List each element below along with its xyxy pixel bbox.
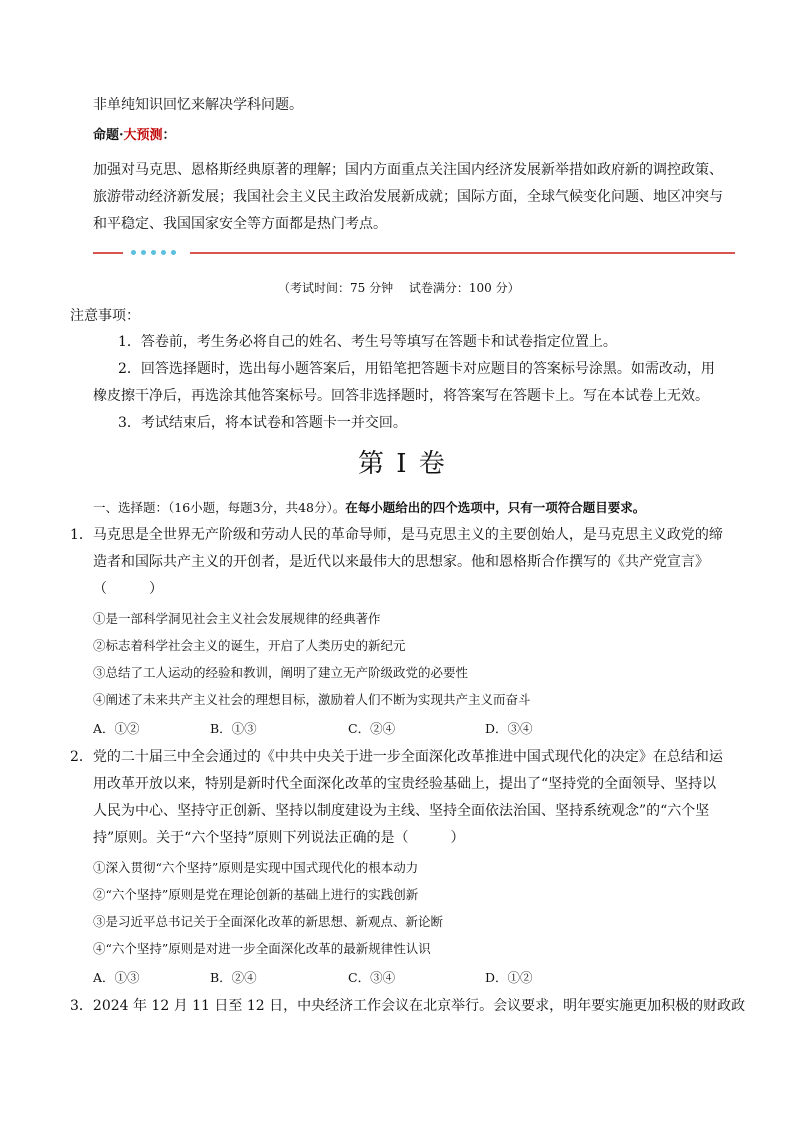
question-2-choice-c[interactable]: C．③④ xyxy=(348,970,396,985)
intro-line: 非单纯知识回忆来解决学科问题。 xyxy=(93,97,303,113)
question-1-statement-4: ④阐述了未来共产主义社会的理想目标，激励着人们不断为实现共产主义而奋斗 xyxy=(93,692,531,707)
question-2-line-2: 用改革开放以来，特别是新时代全面深化改革的宝贵经验基础上，提出了“坚持党的全面领导、坚持以 xyxy=(93,776,717,792)
section-instruction xyxy=(93,498,645,516)
divider-right xyxy=(190,252,735,254)
prediction-label-prefix: 命题· xyxy=(93,128,124,143)
divider-dot xyxy=(141,250,146,255)
notes-line-1: 1．答卷前，考生务必将自己的姓名、考生号等填写在答题卡和试卷指定位置上。 xyxy=(118,334,617,350)
section-instruction-part2: 在每小题给出的四个选项中，只有一项符合题目要求。 xyxy=(345,500,646,515)
question-2-statement-2: ②“六个坚持”原则是党在理论创新的基础上进行的实践创新 xyxy=(93,887,419,902)
question-1-statement-2: ②标志着科学社会主义的诞生，开启了人类历史的新纪元 xyxy=(93,638,406,653)
divider-dot xyxy=(161,250,166,255)
question-2-choice-a[interactable]: A．①③ xyxy=(93,970,140,985)
question-1-choice-a[interactable]: A．①② xyxy=(93,721,140,736)
notes-line-3: 橡皮擦干净后，再选涂其他答案标号。回答非选择题时，将答案写在答题卡上。写在本试卷上无效。 xyxy=(93,388,709,404)
question-1-statement-1: ①是一部科学洞见社会主义社会发展规律的经典著作 xyxy=(93,611,381,626)
question-2-statement-4: ④“六个坚持”原则是对进一步全面深化改革的最新规律性认识 xyxy=(93,941,431,956)
prediction-label-suffix: ： xyxy=(162,128,176,143)
question-3-line-1: 3．2024 年 12 月 11 日至 12 日，中央经济工作会议在北京举行。会议要求，明年要实施更加积极的财政政 xyxy=(70,998,746,1014)
notes-title: 注意事项： xyxy=(70,308,140,324)
question-2-statement-1: ①深入贯彻“六个坚持”原则是实现中国式现代化的根本动力 xyxy=(93,860,419,875)
notes-line-2: 2．回答选择题时，选出每小题答案后，用铅笔把答题卡对应题目的答案标号涂黑。如需改动，用 xyxy=(118,361,715,377)
divider-left xyxy=(93,252,123,254)
prediction-line-2: 旅游带动经济新发展；我国社会主义民主政治发展新成就；国际方面，全球气候变化问题、地区冲突与 xyxy=(93,189,723,205)
divider-dot xyxy=(171,250,176,255)
question-2-line-3: 人民为中心、坚持守正创新、坚持以制度建设为主线、坚持全面依法治国、坚持系统观念”的“六个坚 xyxy=(93,803,710,819)
divider-dot xyxy=(151,250,156,255)
exam-info: （考试时间：75 分钟 试卷满分：100 分） xyxy=(278,281,520,295)
question-1-choice-c[interactable]: C．②④ xyxy=(348,721,396,736)
question-1-choice-b[interactable]: B．①③ xyxy=(210,721,257,736)
divider-dots xyxy=(131,250,176,255)
prediction-label xyxy=(93,126,176,146)
question-1-line-1: 1．马克思是全世界无产阶级和劳动人民的革命导师，是马克思主义的主要创始人，是马克思主义政党的缔 xyxy=(70,527,723,543)
prediction-label-highlight: 大预测 xyxy=(123,128,163,143)
question-2-line-4: 持”原则。关于“六个坚持”原则下列说法正确的是（ ） xyxy=(93,830,465,846)
question-1-line-2: 造者和国际共产主义的开创者，是近代以来最伟大的思想家。他和恩格斯合作撰写的《共产党宣言》 xyxy=(93,554,709,570)
question-2-choice-b[interactable]: B．②④ xyxy=(210,970,257,985)
question-1-blank: （ ） xyxy=(93,581,163,597)
notes-line-4: 3．考试结束后，将本试卷和答题卡一并交回。 xyxy=(118,415,407,431)
section-instruction-part1: 一、选择题：（16小题，每题3分，共48分）。 xyxy=(93,500,346,515)
prediction-line-3: 和平稳定、我国国家安全等方面都是热门考点。 xyxy=(93,216,387,232)
question-2-statement-3: ③是习近平总书记关于全面深化改革的新思想、新观点、新论断 xyxy=(93,914,444,929)
question-1-statement-3: ③总结了工人运动的经验和教训，阐明了建立无产阶级政党的必要性 xyxy=(93,665,469,680)
question-1-choice-d[interactable]: D．③④ xyxy=(485,721,533,736)
section-heading: 第 I 卷 xyxy=(358,449,447,479)
divider-dot xyxy=(131,250,136,255)
question-2-choice-d[interactable]: D．①② xyxy=(485,970,533,985)
question-2-line-1: 2．党的二十届三中全会通过的《中共中央关于进一步全面深化改革推进中国式现代化的决定》在总结和运 xyxy=(70,749,723,765)
prediction-line-1: 加强对马克思、恩格斯经典原著的理解；国内方面重点关注国内经济发展新举措如政府新的调控政策、 xyxy=(93,162,723,178)
